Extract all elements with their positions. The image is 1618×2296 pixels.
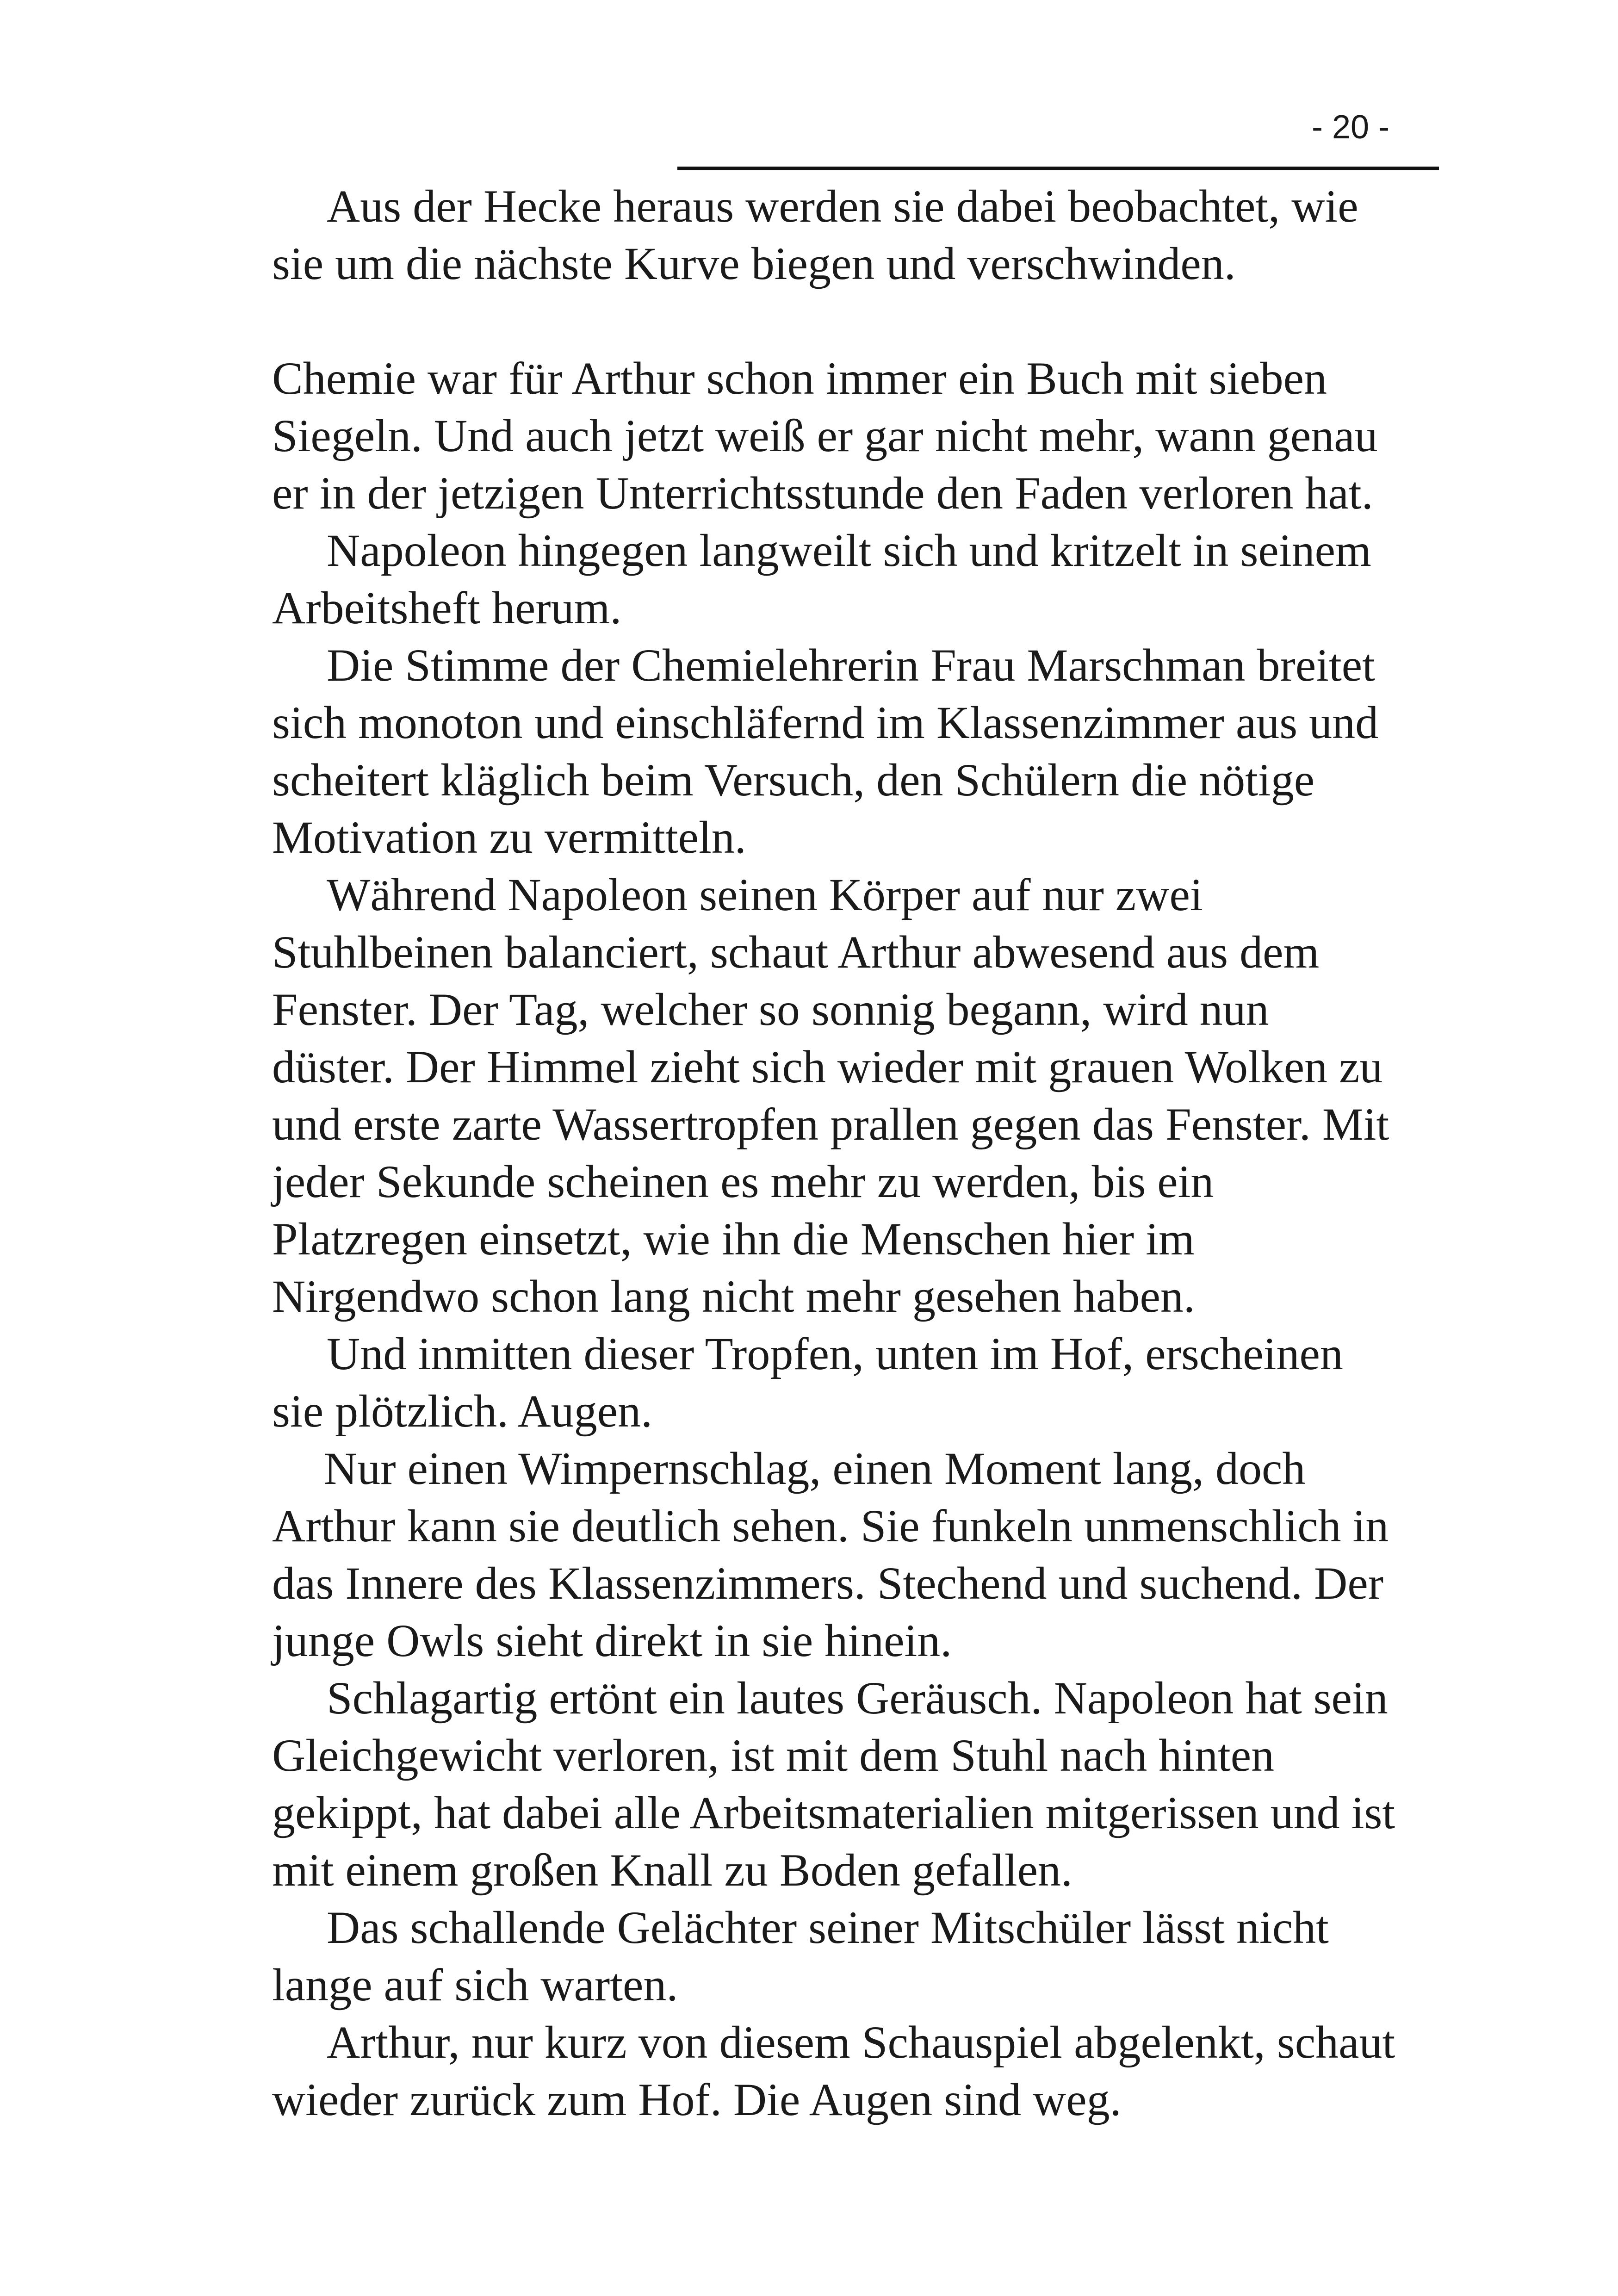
text-line: Motivation zu vermitteln. (272, 812, 746, 863)
text-line: Napoleon hingegen langweilt sich und kritzelt in seinem (327, 525, 1371, 576)
text-line: und erste zarte Wassertropfen prallen gegen das Fenster. Mit (272, 1098, 1389, 1150)
text-line: Siegeln. Und auch jetzt weiß er gar nicht mehr, wann genau (272, 410, 1378, 461)
page-number: - 20 - (1312, 109, 1390, 146)
text-line: Arbeitsheft herum. (272, 582, 622, 633)
body-text (272, 178, 1457, 2128)
text-line: sie plötzlich. Augen. (272, 1385, 653, 1437)
paragraph (272, 1440, 1457, 1669)
paragraph (272, 350, 1457, 522)
text-line: Platzregen einsetzt, wie ihn die Menschen hier im (272, 1213, 1195, 1265)
paragraph-gap (272, 292, 1457, 350)
text-line: wieder zurück zum Hof. Die Augen sind weg. (272, 2074, 1122, 2125)
paragraph (272, 1899, 1457, 2014)
text-line: Aus der Hecke heraus werden sie dabei beobachtet, wie (327, 180, 1358, 232)
text-line: er in der jetzigen Unterrichtsstunde den Faden verloren hat. (272, 467, 1373, 519)
paragraph (272, 2014, 1457, 2128)
text-line: düster. Der Himmel zieht sich wieder mit grauen Wolken zu (272, 1041, 1383, 1092)
text-line: Fenster. Der Tag, welcher so sonnig begann, wird nun (272, 984, 1269, 1035)
paragraph (272, 522, 1457, 637)
text-line: lange auf sich warten. (272, 1959, 678, 2011)
text-line: Gleichgewicht verloren, ist mit dem Stuhl nach hinten (272, 1730, 1275, 1781)
text-line: Arthur kann sie deutlich sehen. Sie funkeln unmenschlich in (272, 1500, 1389, 1551)
text-line: Das schallende Gelächter seiner Mitschüler lässt nicht (327, 1902, 1329, 1953)
text-line: Die Stimme der Chemielehrerin Frau Marschman breitet (327, 639, 1375, 691)
header-divider (677, 167, 1439, 170)
text-line: Schlagartig ertönt ein lautes Geräusch. Napoleon hat sein (327, 1672, 1388, 1724)
text-line: Nur einen Wimpernschlag, einen Moment lang, doch (324, 1443, 1306, 1494)
text-line: Arthur, nur kurz von diesem Schauspiel abgelenkt, schaut (327, 2017, 1395, 2068)
text-line: Und inmitten dieser Tropfen, unten im Hof, erscheinen (327, 1328, 1343, 1379)
text-line: das Innere des Klassenzimmers. Stechend und suchend. Der (272, 1558, 1384, 1609)
text-line: Chemie war für Arthur schon immer ein Buch mit sieben (272, 353, 1327, 404)
text-line: Nirgendwo schon lang nicht mehr gesehen haben. (272, 1271, 1195, 1322)
paragraph (272, 1325, 1457, 1440)
text-line: Stuhlbeinen balanciert, schaut Arthur abwesend aus dem (272, 926, 1320, 978)
paragraph (272, 178, 1457, 292)
text-line: gekippt, hat dabei alle Arbeitsmaterialien mitgerissen und ist (272, 1787, 1395, 1838)
paragraph (272, 866, 1457, 1325)
text-line: Während Napoleon seinen Körper auf nur zwei (327, 869, 1203, 920)
text-line: scheitert kläglich beim Versuch, den Schülern die nötige (272, 754, 1315, 806)
text-line: sie um die nächste Kurve biegen und verschwinden. (272, 238, 1236, 289)
text-line: junge Owls sieht direkt in sie hinein. (272, 1615, 952, 1666)
paragraph (272, 1669, 1457, 1899)
text-line: mit einem großen Knall zu Boden gefallen. (272, 1844, 1073, 1896)
text-line: sich monoton und einschläfernd im Klassenzimmer aus und (272, 697, 1379, 748)
text-line: jeder Sekunde scheinen es mehr zu werden, bis ein (272, 1156, 1214, 1207)
paragraph (272, 637, 1457, 866)
